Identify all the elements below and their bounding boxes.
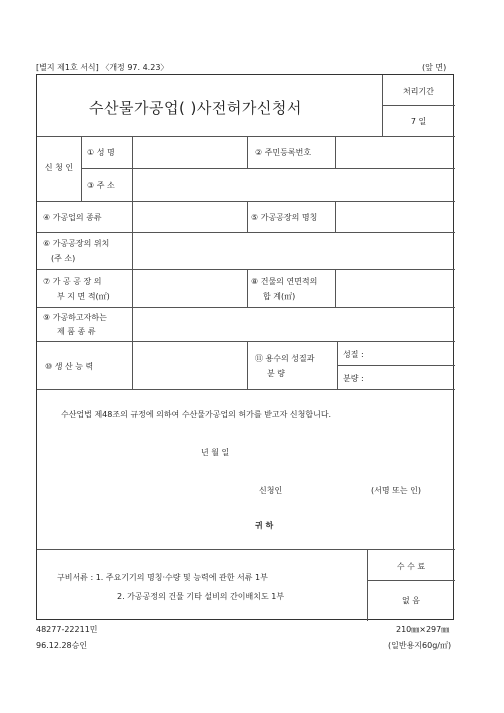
water-label: ⑪ 용수의 성질과 [255,354,315,363]
site-area-label-2: 부 지 면 적(㎡) [57,292,110,301]
page-side: (앞 면) [422,63,447,72]
water-quality-field[interactable] [373,342,454,364]
divider [247,136,248,168]
divider [247,341,248,389]
addressee: 귀 하 [255,521,274,530]
form-reference: [별지 제1호 서식] 〈개정 97. 4.23〉 [36,63,169,72]
divider [81,136,82,201]
fee-value: 없 음 [402,596,420,605]
form-title: 수산물가공업( )사전허가신청서 [89,99,302,117]
divider [382,105,455,106]
paper-size: 210㎜×297㎜ [396,625,450,634]
processing-period-value: 7 일 [410,117,427,126]
required-documents-2: 2. 가공공정의 건물 기타 설비의 간이배치도 1부 [117,592,285,601]
required-documents-1: 구비서류 : 1. 주요기기의 명칭·수량 및 능력에 관한 서류 1부 [57,573,268,582]
name-label: ① 성 명 [87,148,115,157]
divider [37,549,455,550]
site-area-field[interactable] [133,270,246,306]
address-label: ③ 주 소 [87,181,115,190]
products-field[interactable] [133,308,454,340]
site-area-label: ⑦ 가 공 공 장 의 [43,277,102,286]
paper-type: (일반용지60g/㎡) [388,641,452,650]
water-quantity-label: 분량 : [343,374,364,383]
address-field[interactable] [133,169,454,200]
applicant-sign-label: 신청인 [259,486,283,495]
divider [367,580,455,581]
application-form [36,74,454,620]
factory-location-label: ⑥ 가공공장의 위치 [43,239,110,248]
business-type-field[interactable] [133,202,246,231]
date-line: 년 월 일 [201,448,230,457]
signature-note: (서명 또는 인) [371,486,421,495]
factory-name-field[interactable] [336,202,454,231]
divider [37,389,455,390]
water-quantity-field[interactable] [373,366,454,388]
production-capacity-label: ⑩ 생 산 능 력 [45,362,94,371]
water-quality-label: 성질 : [343,350,364,359]
name-field[interactable] [133,137,246,167]
divider [247,201,248,232]
divider [247,269,248,307]
floor-area-label: ⑧ 건물의 연면적의 [251,277,318,286]
factory-location-field[interactable] [133,233,454,268]
floor-area-field[interactable] [336,270,454,306]
divider [367,549,368,621]
products-label: ⑨ 가공하고자하는 [43,313,107,322]
factory-location-sub: (주 소) [51,254,76,263]
resident-number-field[interactable] [336,137,454,167]
processing-period-label: 처리기간 [403,87,434,96]
resident-number-label: ② 주민등록번호 [255,148,312,157]
form-code: 48277-22211민 [36,625,98,634]
business-type-label: ④ 가공업의 종류 [43,213,102,222]
approval-date: 96.12.28승인 [36,641,88,650]
factory-name-label: ⑤ 가공공장의 명칭 [251,213,318,222]
floor-area-label-2: 합 계(㎡) [263,292,296,301]
products-label-2: 제 품 종 류 [57,327,96,336]
application-statement: 수산업법 제48조의 규정에 의하여 수산물가공업의 허가를 받고자 신청합니다. [61,410,332,419]
applicant-label: 신 청 인 [44,163,74,172]
fee-label: 수 수 료 [396,562,426,571]
production-capacity-field[interactable] [133,342,246,388]
water-label-2: 분 량 [267,369,285,378]
divider [337,341,338,389]
